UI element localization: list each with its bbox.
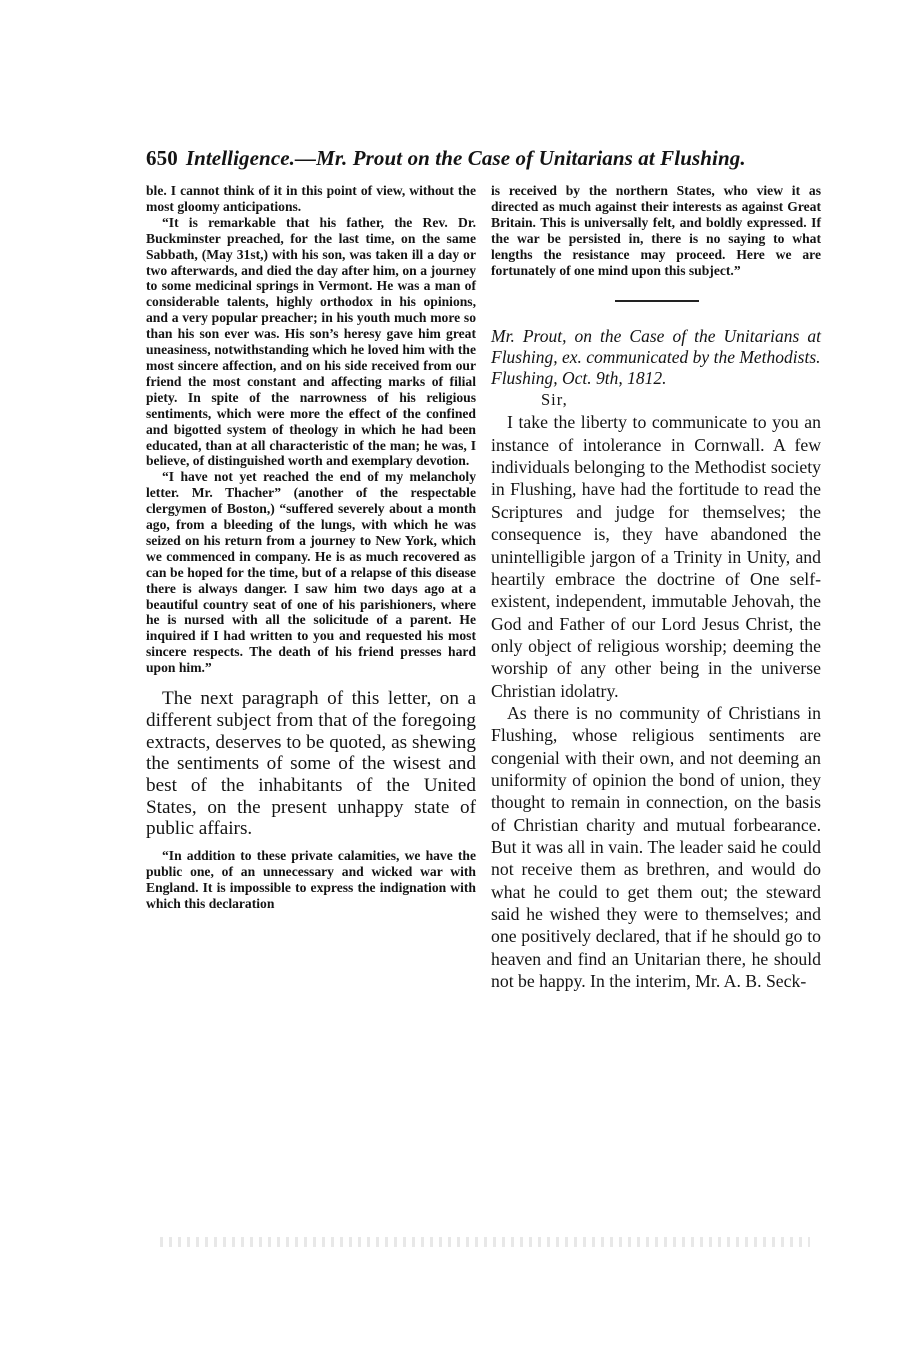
running-header: [146, 146, 822, 171]
right-paragraph-1: is received by the northern States, who view it as directed as much against their interests as against Great Britain. This is universally felt, and boldly expressed. If the war be persisted in, there is no saying to what lengths the resistance may proceed. Here we are fortunately of one mind upon this subject.”: [491, 183, 821, 278]
article-dateline: Flushing, Oct. 9th, 1812.: [491, 368, 667, 389]
left-paragraph-4: The next paragraph of this letter, on a different subject from that of the foregoing extracts, deserves to be quoted, as shewing the sentiments of some of the wisest and best of the inhabitants of the United States, on the present unhappy state of public affairs.: [146, 688, 476, 840]
article-title: Mr. Prout, on the Case of the Unitarians at Flushing, ex. communicated by the Methodists.: [491, 326, 821, 367]
right-paragraph-3: As there is no community of Christians in Flushing, whose religious sentiments are congenial with their own, and not deeming an uniformity of opinion the bond of union, they thought to remain in connection, on the basis of Christian charity and mutual forbearance. But it was all in vain. The leader said he could not receive them as brethren, and would do what he could to get them out; the steward said he wished they were to themselves; and one positively declared, that if he should go to heaven and find an Unitarian there, he should not be happy. In the interim, Mr. A. B. Seck-: [491, 702, 821, 992]
right-paragraph-2: I take the liberty to communicate to you an instance of intolerance in Cornwall. A few individuals belonging to the Methodist society in Flushing, have had the fortitude to read the Scriptures and judge for themselves; the consequence is, they have abandoned the unintelligible jargon of a Trinity in Unity, and heartily embrace the doctrine of One self-existent, independent, immutable Jehovah, the God and Father of our Lord Jesus Christ, the only object of religious worship; deeming the worship of any other being in the universe Christian idolatry.: [491, 412, 821, 701]
running-title: Intelligence.—Mr. Prout on the Case of Unitarians at Flushing.: [185, 146, 746, 170]
left-paragraph-1: ble. I cannot think of it in this point of view, without the most gloomy anticipations.: [146, 183, 476, 214]
salutation: Sir,: [541, 390, 568, 410]
left-column: [146, 183, 476, 912]
left-paragraph-5: “In addition to these private calamities, we have the public one, of an unnecessary and wicked war with England. It is impossible to express the indignation with which this declaration: [146, 848, 476, 911]
page-number: 650: [146, 146, 178, 170]
right-column: [491, 183, 821, 992]
left-paragraph-3: “I have not yet reached the end of my melancholy letter. Mr. Thacher” (another of the respectable clergymen of Boston,) “suffered severely about a month ago, from a bleeding of the lungs, with which he was seized on his return from a journey to New York, which we commenced in company. He is as much recovered as can be hoped for the time, but of a relapse of this disease there is always danger. I saw him two days ago at a beautiful country seat of one of his parishioners, where he is nursed with all the solicitude of a parent. He inquired if I had written to you and requested his most sincere respects. The death of his friend presses hard upon him.”: [146, 469, 476, 676]
article-body: [491, 411, 821, 992]
section-divider: [491, 278, 821, 320]
left-paragraph-2: “It is remarkable that his father, the Rev. Dr. Buckminster preached, for the last time, on the same Sabbath, (May 31st,) with his son, was taken ill a day or two afterwards, and died the day after him, on a journey to some medicinal springs in Vermont. He was a man of considerable talents, highly orthodox in his opinions, and a very popular preacher; in his youth much more so than his son ever was. His son’s heresy gave him great uneasiness, notwithstanding which he loved him with the most sincere affection, and on his side received from our friend the most constant and affecting marks of filial piety. In spite of the narrowness of his religious sentiments, which were more the effect of the confined and bigotted system of theology in which he had been educated, than at all characteristic of the man; he was, I believe, of distinguished worth and exemplary devotion.: [146, 214, 476, 469]
bottom-bleed-through: [160, 1237, 810, 1247]
